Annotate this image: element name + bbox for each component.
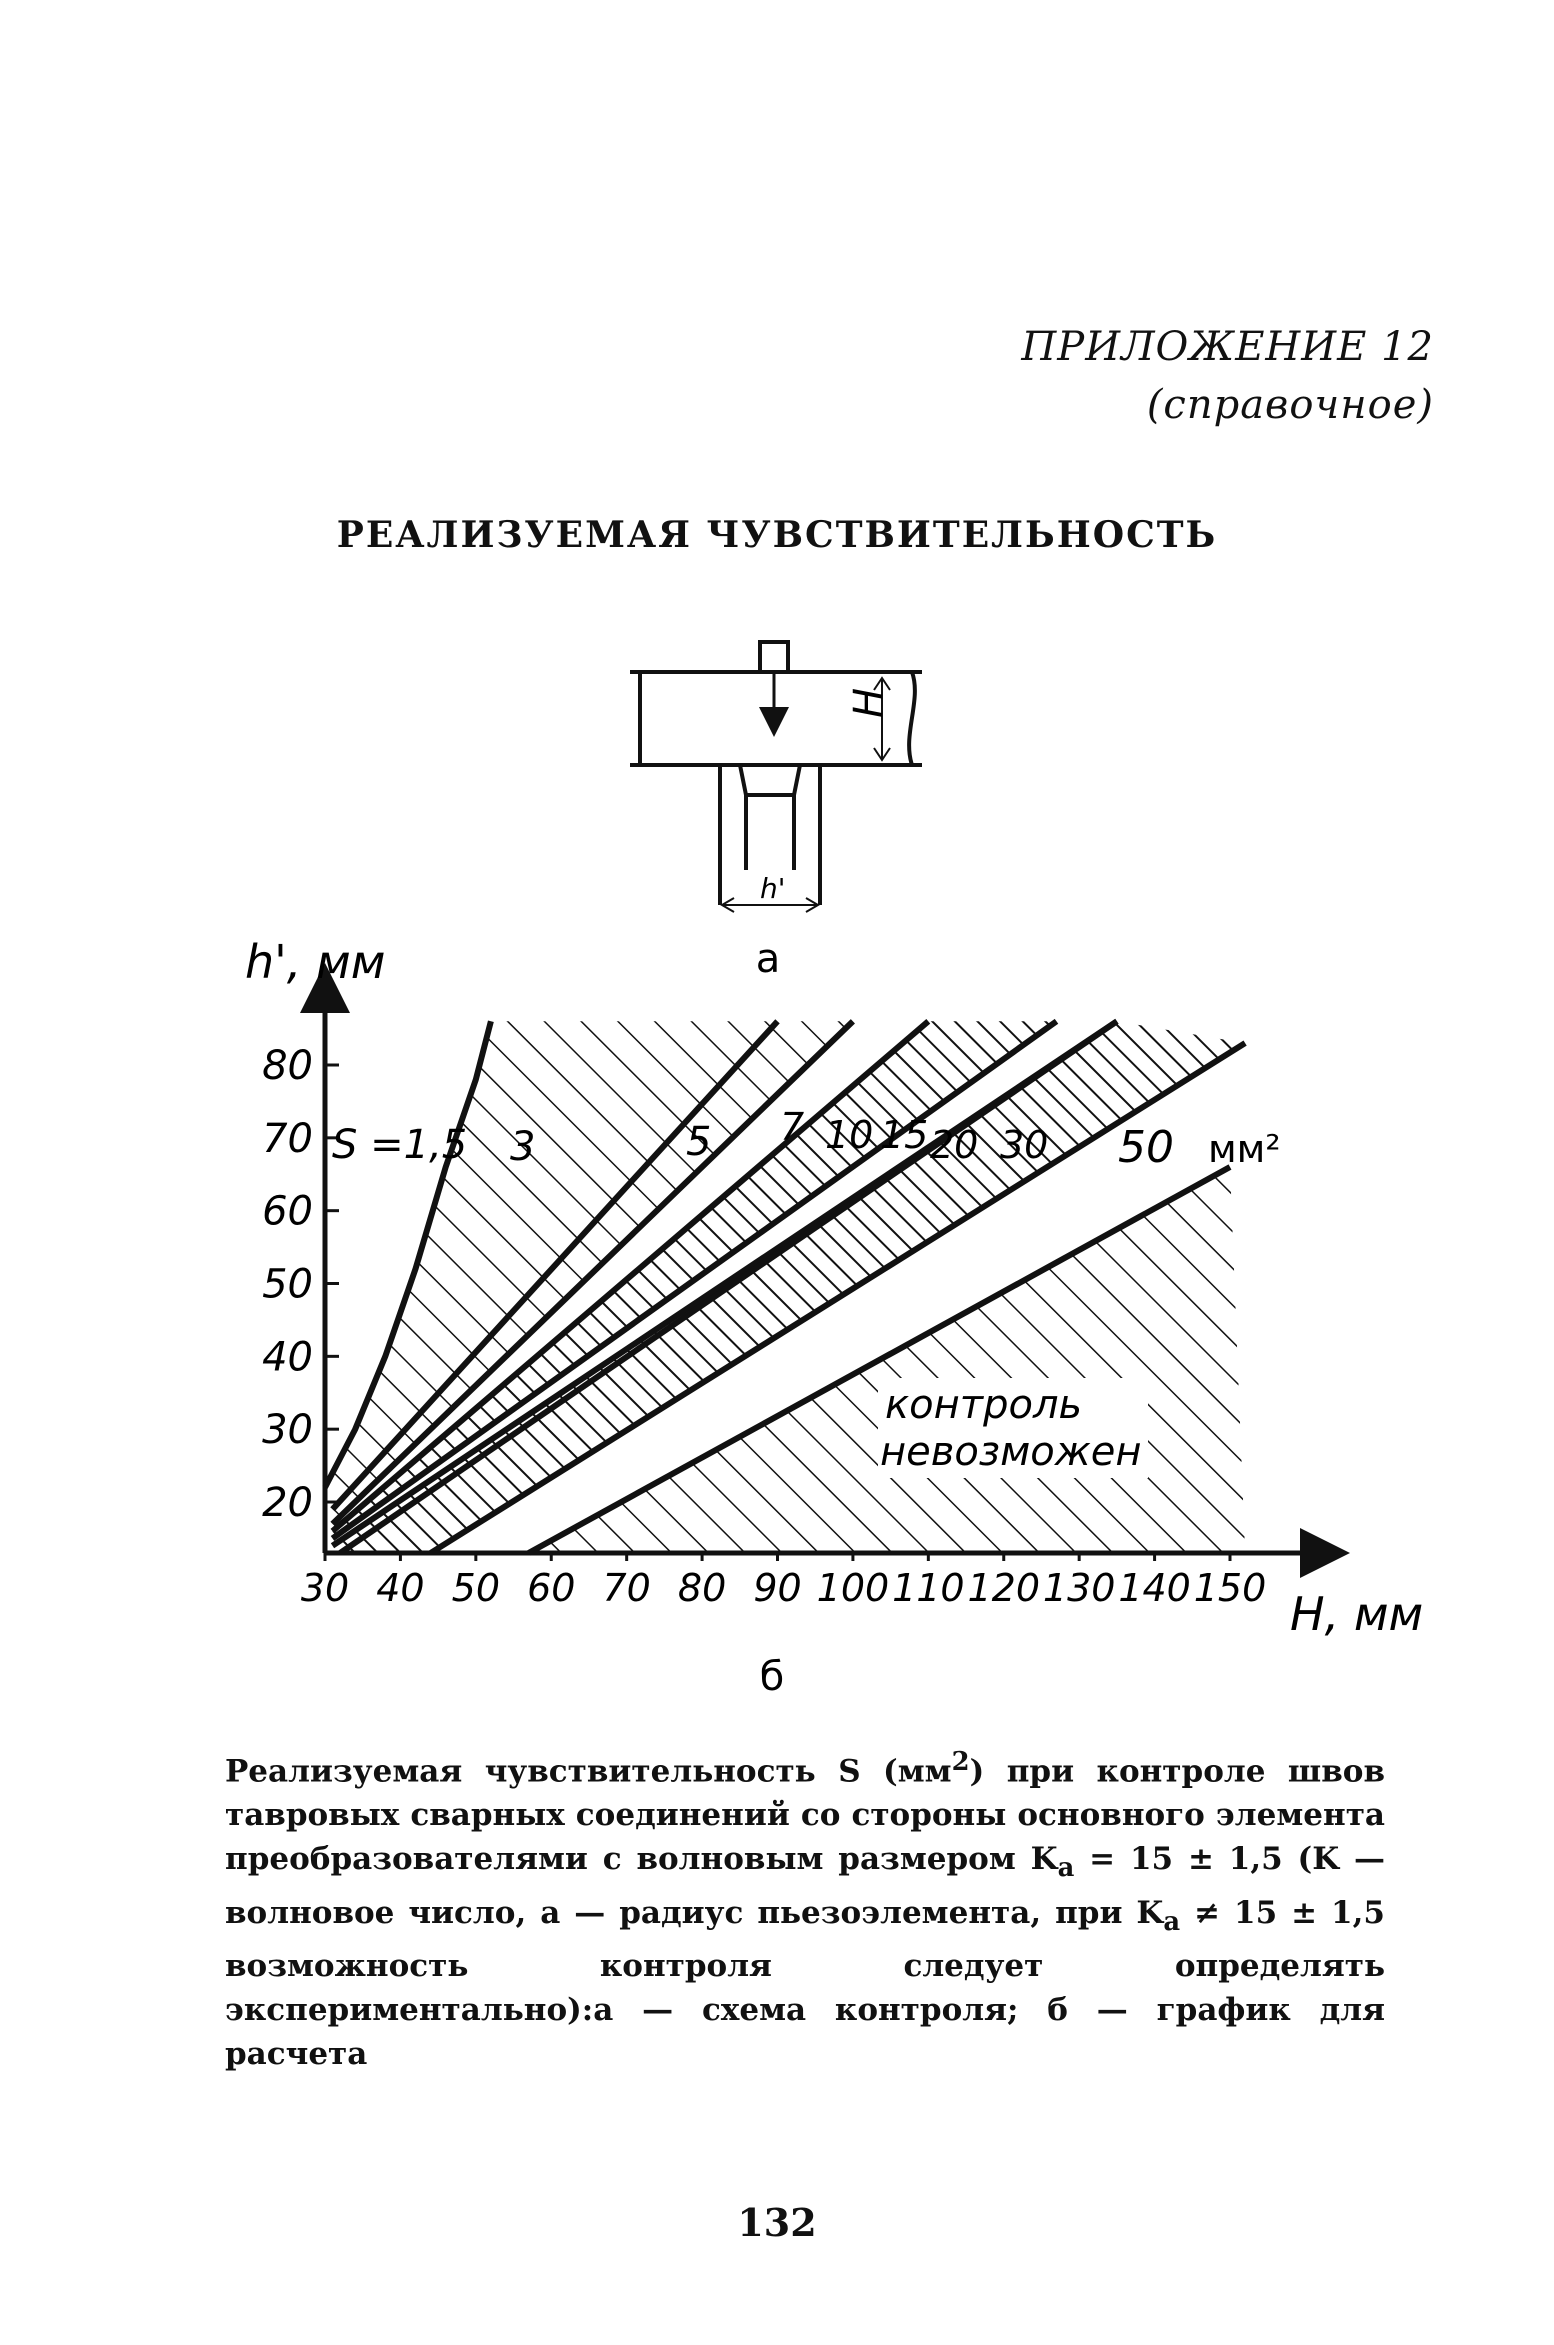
curve-label-30: 30	[1000, 1123, 1049, 1167]
x-tick-label: 50	[451, 1566, 501, 1610]
x-ticks	[301, 1553, 1266, 1610]
y-tick-label: 30	[262, 1407, 313, 1454]
curve-label-10: 10	[825, 1113, 874, 1157]
x-tick-label: 90	[753, 1566, 802, 1610]
y-axis-label: h', мм	[245, 935, 386, 989]
x-tick-label: 150	[1193, 1566, 1267, 1610]
appendix-subtitle: (справочное)	[1146, 382, 1434, 428]
transducer	[760, 642, 788, 672]
curve-label-20: 20	[930, 1123, 979, 1167]
curve-label-3: 3	[510, 1124, 536, 1170]
x-tick-label: 130	[1042, 1566, 1116, 1610]
page-number: 132	[737, 2200, 817, 2245]
y-tick-label: 60	[262, 1188, 313, 1235]
x-tick-label: 30	[300, 1566, 350, 1610]
y-tick-label: 20	[262, 1480, 313, 1527]
curve-label-5: 5	[686, 1119, 712, 1165]
x-tick-label: 40	[376, 1566, 425, 1610]
curve-label-15: 15	[880, 1113, 929, 1157]
x-tick-label: 80	[677, 1566, 727, 1610]
y-tick-label: 40	[262, 1334, 313, 1381]
dim-h-label: h'	[760, 872, 786, 905]
curve-label-50: 50	[1118, 1122, 1174, 1173]
page-title: РЕАЛИЗУЕМАЯ ЧУВСТВИТЕЛЬНОСТЬ	[336, 514, 1218, 556]
x-axis-label: H, мм	[1290, 1587, 1424, 1641]
curve-label-1-5: S =1,5	[332, 1122, 468, 1168]
unit-label: мм²	[1208, 1127, 1281, 1171]
y-tick-label: 70	[262, 1115, 313, 1162]
y-tick-label: 80	[262, 1043, 313, 1089]
x-tick-label: 120	[967, 1566, 1041, 1610]
dim-H-label: H	[846, 687, 892, 718]
graph-b	[245, 935, 1423, 1641]
x-tick-label: 100	[816, 1566, 890, 1610]
x-tick-label: 140	[1118, 1566, 1191, 1610]
appendix-title: ПРИЛОЖЕНИЕ 12	[1021, 324, 1434, 370]
x-tick-label: 110	[892, 1566, 965, 1610]
figure-a-label: а	[755, 936, 781, 982]
y-tick-label: 50	[262, 1261, 313, 1308]
figure-b-label: б	[759, 1654, 785, 1700]
figure-caption: Реализуемая чувствительность S $(мм^2)$ при контроле швов тавровых сварных соединений со стороны основного элемента преобразователями с волновым размером $K_а = 15 \pm 1,5$ (K — волновое число, а — радиус пьезоэлемента, при $K_а \ne 15 \pm 1,5$ возможность контроля следует определять экспериментально):а — схема контроля; б — график для расчета	[225, 1747, 1385, 2072]
annotation-line-2: невозможен	[880, 1429, 1142, 1475]
x-tick-label: 60	[527, 1566, 576, 1610]
x-tick-label: 70	[602, 1566, 651, 1610]
annotation-line-1: контроль	[885, 1382, 1083, 1428]
curve-label-7: 7	[780, 1105, 805, 1149]
